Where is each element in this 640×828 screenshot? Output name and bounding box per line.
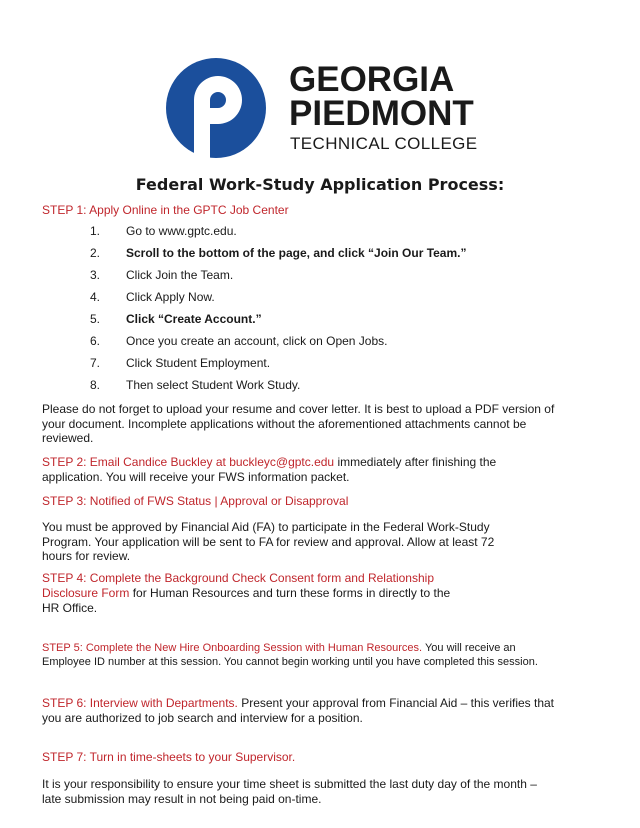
college-logo <box>164 56 484 166</box>
step3-body: You must be approved by Financial Aid (FA) to participate in the Federal Work-Study Program. Your application will be sent to FA for review and approval. Allow at least 72 hours for review. <box>42 520 495 563</box>
step2-body: immediately after finishing the application. You will receive your FWS information packet. <box>42 455 497 484</box>
step7-body: It is your responsibility to ensure your time sheet is submitted the last duty day of the month – late submission may result in not being paid on-time. <box>42 777 537 806</box>
step7-heading: STEP 7: Turn in time-sheets to your Supervisor. <box>42 750 296 764</box>
page-title: Federal Work-Study Application Process: <box>135 175 505 194</box>
step4-heading: STEP 4: Complete the Background Check Consent form and Relationship <box>42 571 434 585</box>
step2-paragraph <box>42 455 558 484</box>
step5-paragraph <box>42 641 562 669</box>
step5-body: You will receive an Employee ID number at this session. You cannot begin working until you have completed this session. <box>42 642 538 668</box>
logo-line-technical-college: TECHNICAL COLLEGE <box>290 134 478 153</box>
logo-line-piedmont: PIEDMONT <box>289 94 474 133</box>
step6-heading: STEP 6: Interview with Departments. <box>42 696 238 710</box>
step1-note: Please do not forget to upload your resume and cover letter. It is best to upload a PDF version of your document. Incomplete applications without the aforementioned attachments cannot be reviewed. <box>42 402 555 445</box>
gptc-emblem-icon <box>164 56 274 166</box>
step5-heading: STEP 5: Complete the New Hire Onboarding Session with Human Resources. <box>42 642 423 654</box>
step3-heading: STEP 3: Notified of FWS Status | Approval or Disapproval <box>42 494 349 508</box>
step2-heading: STEP 2: Email Candice Buckley at buckleyc@gptc.edu <box>42 455 335 469</box>
step6-paragraph <box>42 696 558 726</box>
step4-paragraph: STEP 4: Complete the Background Check Consent form and Relationship Disclosure Form for Human Resources and turn these forms in directly to the HR Office. <box>42 571 558 616</box>
logo-line-georgia: GEORGIA <box>289 60 455 99</box>
step6-body: Present your approval from Financial Aid – this verifies that you are authorized to job search and interview for a position. <box>42 696 555 725</box>
step1-heading: STEP 1: Apply Online in the GPTC Job Center <box>42 203 289 217</box>
